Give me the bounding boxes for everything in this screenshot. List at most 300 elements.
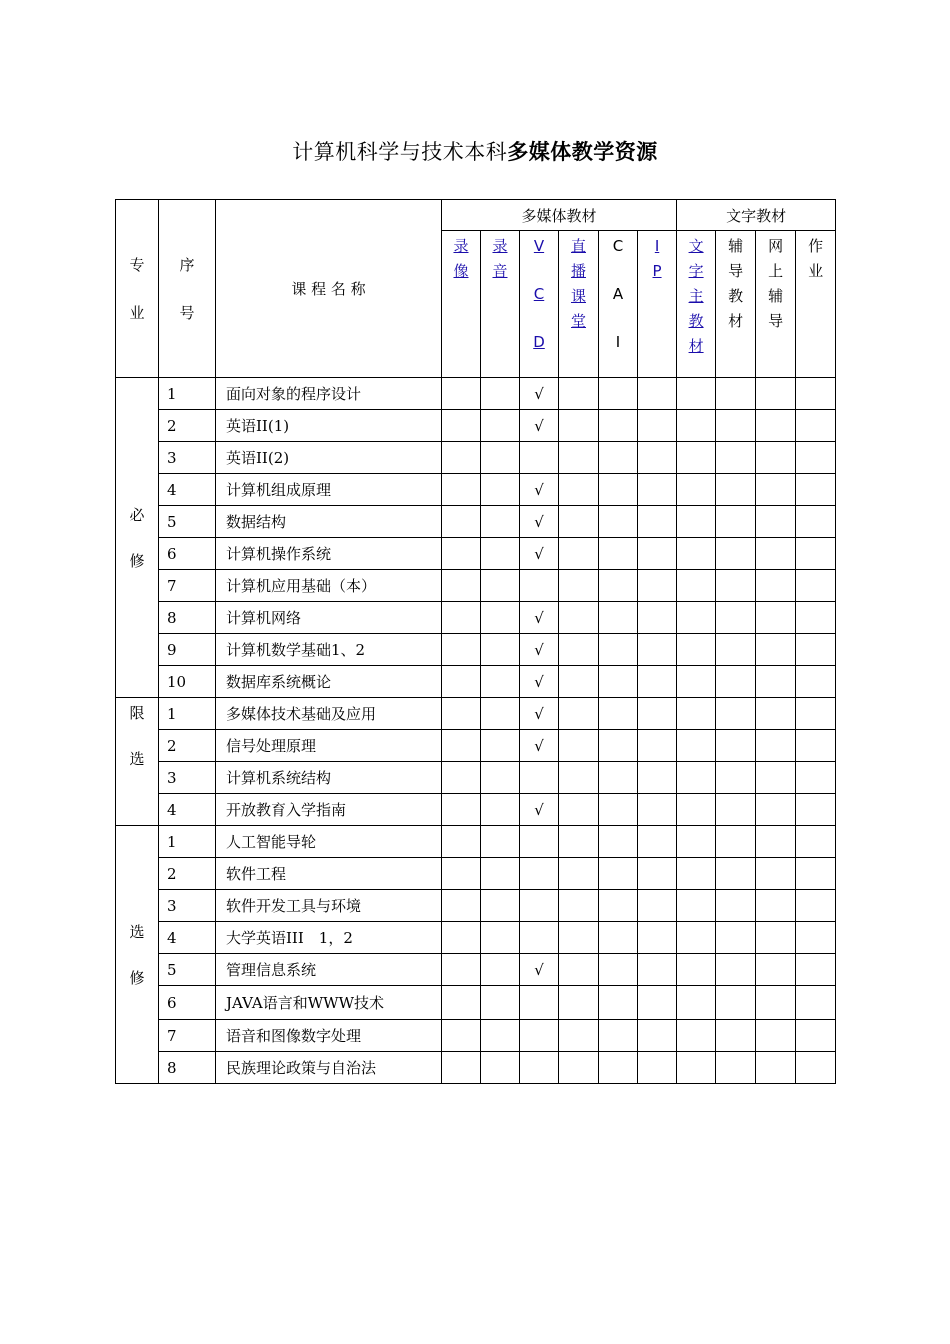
cell-online-tutor [756, 794, 796, 826]
row-number: 8 [159, 1052, 216, 1084]
cell-video [442, 506, 481, 538]
cell-online-tutor [756, 474, 796, 506]
header-col-live[interactable] [559, 231, 599, 378]
cell-audio [481, 1020, 520, 1052]
header-char[interactable]: 文 [688, 237, 704, 255]
cell-cai [599, 794, 638, 826]
cell-main-text [677, 986, 716, 1020]
cell-aux-text [716, 378, 756, 410]
cell-ip [638, 762, 677, 794]
cell-vcd: √ [520, 410, 559, 442]
cell-aux-text [716, 1052, 756, 1084]
cell-live [559, 954, 599, 986]
cell-ip [638, 890, 677, 922]
cell-vcd [520, 570, 559, 602]
cell-aux-text [716, 506, 756, 538]
header-char: 教 [728, 287, 744, 305]
cell-cai [599, 602, 638, 634]
row-number: 7 [159, 570, 216, 602]
header-text-materials: 文字教材 [677, 200, 836, 231]
cell-cai [599, 378, 638, 410]
header-char[interactable]: 录 [492, 237, 508, 255]
cell-ip [638, 826, 677, 858]
cell-cai [599, 858, 638, 890]
cell-main-text [677, 634, 716, 666]
cell-video [442, 954, 481, 986]
header-char[interactable]: 播 [570, 262, 586, 280]
cell-vcd: √ [520, 538, 559, 570]
cell-audio [481, 634, 520, 666]
cell-cai [599, 474, 638, 506]
row-number: 1 [159, 378, 216, 410]
course-name: 大学英语III 1，2 [216, 922, 442, 954]
cell-homework [796, 602, 836, 634]
cell-main-text [677, 666, 716, 698]
header-col-main-text[interactable] [677, 231, 716, 378]
table-row [116, 666, 836, 698]
cell-ip [638, 794, 677, 826]
cell-ip [638, 1052, 677, 1084]
row-number: 9 [159, 634, 216, 666]
course-name: 计算机系统结构 [216, 762, 442, 794]
cell-cai [599, 762, 638, 794]
row-number: 8 [159, 602, 216, 634]
cell-ip [638, 538, 677, 570]
cell-cai [599, 698, 638, 730]
table-row [116, 602, 836, 634]
cell-online-tutor [756, 858, 796, 890]
cell-ip [638, 858, 677, 890]
cell-homework [796, 442, 836, 474]
header-char[interactable]: 音 [492, 262, 508, 280]
cell-vcd [520, 762, 559, 794]
header-char[interactable]: 像 [453, 262, 469, 280]
cell-video [442, 666, 481, 698]
table-row [116, 474, 836, 506]
cell-video [442, 602, 481, 634]
table-row [116, 986, 836, 1020]
cell-audio [481, 474, 520, 506]
header-multimedia: 多媒体教材 [442, 200, 677, 231]
cell-vcd: √ [520, 602, 559, 634]
cell-homework [796, 666, 836, 698]
cell-main-text [677, 538, 716, 570]
cell-online-tutor [756, 986, 796, 1020]
header-char: 上 [768, 262, 784, 280]
header-col-homework [796, 231, 836, 378]
header-col-audio[interactable] [481, 231, 520, 378]
table-row [116, 378, 836, 410]
table-row [116, 1020, 836, 1052]
course-name: 民族理论政策与自治法 [216, 1052, 442, 1084]
cell-online-tutor [756, 922, 796, 954]
cell-aux-text [716, 1020, 756, 1052]
cell-ip [638, 730, 677, 762]
header-char[interactable]: 字 [688, 262, 704, 280]
header-seq-char: 号 [179, 303, 195, 322]
header-col-ip[interactable] [638, 231, 677, 378]
table-row [116, 762, 836, 794]
cell-video [442, 762, 481, 794]
header-char: 导 [728, 262, 744, 280]
cell-video [442, 474, 481, 506]
cell-vcd: √ [520, 378, 559, 410]
row-number: 3 [159, 762, 216, 794]
header-char[interactable]: I [654, 237, 660, 255]
cell-online-tutor [756, 506, 796, 538]
header-col-video[interactable] [442, 231, 481, 378]
title-normal: 计算机科学与技术本科 [292, 140, 508, 164]
course-name: 计算机组成原理 [216, 474, 442, 506]
cell-ip [638, 922, 677, 954]
cell-vcd: √ [520, 666, 559, 698]
page-title [0, 136, 950, 166]
course-name: 开放教育入学指南 [216, 794, 442, 826]
cell-homework [796, 410, 836, 442]
cell-audio [481, 826, 520, 858]
group-label-char: 修 [129, 968, 145, 987]
cell-homework [796, 986, 836, 1020]
cell-main-text [677, 794, 716, 826]
cell-audio [481, 730, 520, 762]
cell-live [559, 442, 599, 474]
cell-video [442, 634, 481, 666]
cell-main-text [677, 410, 716, 442]
cell-live [559, 410, 599, 442]
table-row [116, 634, 836, 666]
cell-ip [638, 698, 677, 730]
cell-online-tutor [756, 1052, 796, 1084]
header-col-cai [599, 231, 638, 378]
header-char: 辅 [728, 237, 744, 255]
table-row [116, 410, 836, 442]
cell-ip [638, 1020, 677, 1052]
cell-ip [638, 602, 677, 634]
cell-vcd: √ [520, 954, 559, 986]
table-row [116, 1052, 836, 1084]
cell-ip [638, 442, 677, 474]
course-name: 英语II(2) [216, 442, 442, 474]
cell-audio [481, 954, 520, 986]
cell-ip [638, 570, 677, 602]
row-number: 2 [159, 730, 216, 762]
cell-video [442, 922, 481, 954]
title-bold: 多媒体教学资源 [507, 140, 658, 164]
cell-video [442, 890, 481, 922]
cell-cai [599, 506, 638, 538]
row-number: 6 [159, 538, 216, 570]
cell-homework [796, 634, 836, 666]
cell-aux-text [716, 954, 756, 986]
cell-cai [599, 442, 638, 474]
row-number: 1 [159, 826, 216, 858]
row-number: 3 [159, 442, 216, 474]
cell-video [442, 538, 481, 570]
course-name: 计算机应用基础（本） [216, 570, 442, 602]
group-label-char: 选 [129, 750, 145, 768]
cell-live [559, 634, 599, 666]
course-name: JAVA语言和WWW技术 [216, 986, 442, 1020]
header-char[interactable]: D [533, 333, 545, 351]
group-label-char: 必 [129, 505, 145, 524]
cell-homework [796, 570, 836, 602]
cell-cai [599, 538, 638, 570]
cell-video [442, 986, 481, 1020]
cell-aux-text [716, 826, 756, 858]
cell-main-text [677, 922, 716, 954]
group-label [116, 698, 159, 826]
cell-cai [599, 410, 638, 442]
group-label-char: 修 [129, 551, 145, 570]
cell-online-tutor [756, 954, 796, 986]
cell-vcd: √ [520, 730, 559, 762]
row-number: 5 [159, 954, 216, 986]
cell-homework [796, 730, 836, 762]
header-char[interactable]: V [533, 237, 545, 255]
cell-vcd [520, 826, 559, 858]
cell-audio [481, 602, 520, 634]
cell-online-tutor [756, 698, 796, 730]
cell-live [559, 474, 599, 506]
cell-cai [599, 730, 638, 762]
cell-audio [481, 666, 520, 698]
header-major [116, 200, 159, 378]
cell-homework [796, 506, 836, 538]
header-char: 辅 [768, 287, 784, 305]
group-label-char: 限 [129, 704, 145, 722]
cell-aux-text [716, 858, 756, 890]
header-course-name: 课 程 名 称 [216, 200, 442, 378]
header-char[interactable]: 材 [688, 337, 704, 355]
course-name: 软件工程 [216, 858, 442, 890]
cell-audio [481, 794, 520, 826]
cell-main-text [677, 826, 716, 858]
header-col-aux-text [716, 231, 756, 378]
cell-video [442, 378, 481, 410]
cell-video [442, 1020, 481, 1052]
cell-video [442, 442, 481, 474]
cell-online-tutor [756, 1020, 796, 1052]
cell-online-tutor [756, 442, 796, 474]
cell-homework [796, 954, 836, 986]
cell-ip [638, 634, 677, 666]
table-row [116, 538, 836, 570]
cell-online-tutor [756, 538, 796, 570]
cell-live [559, 1020, 599, 1052]
cell-vcd [520, 890, 559, 922]
cell-cai [599, 1052, 638, 1084]
header-char: A [612, 285, 624, 303]
cell-audio [481, 858, 520, 890]
course-name: 语音和图像数字处理 [216, 1020, 442, 1052]
row-number: 4 [159, 794, 216, 826]
table-row [116, 858, 836, 890]
cell-live [559, 826, 599, 858]
cell-audio [481, 762, 520, 794]
row-number: 1 [159, 698, 216, 730]
header-col-vcd[interactable] [520, 231, 559, 378]
course-name: 数据结构 [216, 506, 442, 538]
cell-online-tutor [756, 730, 796, 762]
cell-online-tutor [756, 634, 796, 666]
cell-video [442, 858, 481, 890]
cell-homework [796, 922, 836, 954]
group-label [116, 826, 159, 1084]
header-char[interactable]: 直 [570, 237, 586, 255]
cell-vcd: √ [520, 794, 559, 826]
table-row [116, 922, 836, 954]
cell-online-tutor [756, 666, 796, 698]
cell-vcd: √ [520, 698, 559, 730]
cell-audio [481, 410, 520, 442]
header-char[interactable]: 主 [688, 287, 704, 305]
row-number: 4 [159, 474, 216, 506]
cell-cai [599, 826, 638, 858]
course-name: 计算机操作系统 [216, 538, 442, 570]
resource-table [115, 199, 836, 1084]
cell-audio [481, 570, 520, 602]
course-name: 计算机数学基础1、2 [216, 634, 442, 666]
cell-main-text [677, 474, 716, 506]
cell-cai [599, 922, 638, 954]
cell-homework [796, 474, 836, 506]
cell-ip [638, 666, 677, 698]
header-char: 作 [808, 237, 824, 255]
cell-ip [638, 378, 677, 410]
cell-ip [638, 986, 677, 1020]
header-char: C [612, 237, 624, 255]
course-name: 人工智能导轮 [216, 826, 442, 858]
cell-live [559, 890, 599, 922]
header-char[interactable]: C [533, 285, 545, 303]
cell-aux-text [716, 666, 756, 698]
header-major-char: 业 [129, 303, 145, 322]
cell-main-text [677, 442, 716, 474]
cell-audio [481, 922, 520, 954]
cell-ip [638, 954, 677, 986]
cell-online-tutor [756, 890, 796, 922]
cell-cai [599, 954, 638, 986]
header-char: 材 [728, 312, 744, 330]
cell-main-text [677, 954, 716, 986]
header-char: 网 [768, 237, 784, 255]
group-label-char: 选 [129, 922, 145, 941]
cell-homework [796, 1052, 836, 1084]
row-number: 6 [159, 986, 216, 1020]
course-name: 多媒体技术基础及应用 [216, 698, 442, 730]
header-seq-char: 序 [179, 255, 195, 274]
header-char[interactable]: 堂 [570, 312, 586, 330]
cell-aux-text [716, 698, 756, 730]
cell-vcd [520, 858, 559, 890]
header-char[interactable]: P [652, 262, 662, 280]
header-char[interactable]: 录 [453, 237, 469, 255]
cell-main-text [677, 730, 716, 762]
cell-video [442, 698, 481, 730]
course-name: 管理信息系统 [216, 954, 442, 986]
table-row [116, 826, 836, 858]
row-number: 2 [159, 410, 216, 442]
cell-live [559, 1052, 599, 1084]
cell-online-tutor [756, 602, 796, 634]
cell-live [559, 762, 599, 794]
cell-main-text [677, 570, 716, 602]
cell-online-tutor [756, 762, 796, 794]
cell-aux-text [716, 762, 756, 794]
group-label [116, 378, 159, 698]
row-number: 3 [159, 890, 216, 922]
cell-ip [638, 474, 677, 506]
cell-live [559, 666, 599, 698]
cell-audio [481, 698, 520, 730]
cell-live [559, 698, 599, 730]
course-name: 信号处理原理 [216, 730, 442, 762]
header-char[interactable]: 课 [570, 287, 586, 305]
cell-online-tutor [756, 410, 796, 442]
row-number: 7 [159, 1020, 216, 1052]
cell-video [442, 794, 481, 826]
cell-cai [599, 666, 638, 698]
table-row [116, 954, 836, 986]
cell-aux-text [716, 570, 756, 602]
cell-vcd [520, 442, 559, 474]
cell-live [559, 730, 599, 762]
cell-homework [796, 826, 836, 858]
table-row [116, 730, 836, 762]
header-char: 导 [768, 312, 784, 330]
cell-audio [481, 986, 520, 1020]
cell-main-text [677, 762, 716, 794]
cell-main-text [677, 1020, 716, 1052]
cell-main-text [677, 378, 716, 410]
cell-vcd: √ [520, 506, 559, 538]
cell-audio [481, 1052, 520, 1084]
cell-video [442, 1052, 481, 1084]
cell-live [559, 794, 599, 826]
cell-main-text [677, 1052, 716, 1084]
header-char[interactable]: 教 [688, 312, 704, 330]
table-row [116, 570, 836, 602]
cell-aux-text [716, 922, 756, 954]
cell-vcd [520, 1020, 559, 1052]
header-major-char: 专 [129, 255, 145, 274]
cell-main-text [677, 602, 716, 634]
cell-live [559, 922, 599, 954]
cell-cai [599, 570, 638, 602]
table-row [116, 698, 836, 730]
cell-video [442, 410, 481, 442]
cell-homework [796, 794, 836, 826]
cell-cai [599, 1020, 638, 1052]
cell-ip [638, 506, 677, 538]
cell-ip [638, 410, 677, 442]
cell-aux-text [716, 730, 756, 762]
course-name: 数据库系统概论 [216, 666, 442, 698]
cell-live [559, 506, 599, 538]
cell-main-text [677, 506, 716, 538]
course-name: 面向对象的程序设计 [216, 378, 442, 410]
cell-main-text [677, 698, 716, 730]
cell-audio [481, 378, 520, 410]
cell-main-text [677, 890, 716, 922]
cell-live [559, 538, 599, 570]
cell-aux-text [716, 410, 756, 442]
cell-audio [481, 506, 520, 538]
cell-live [559, 986, 599, 1020]
header-char: 业 [808, 262, 824, 280]
cell-live [559, 858, 599, 890]
header-char: I [615, 333, 621, 351]
